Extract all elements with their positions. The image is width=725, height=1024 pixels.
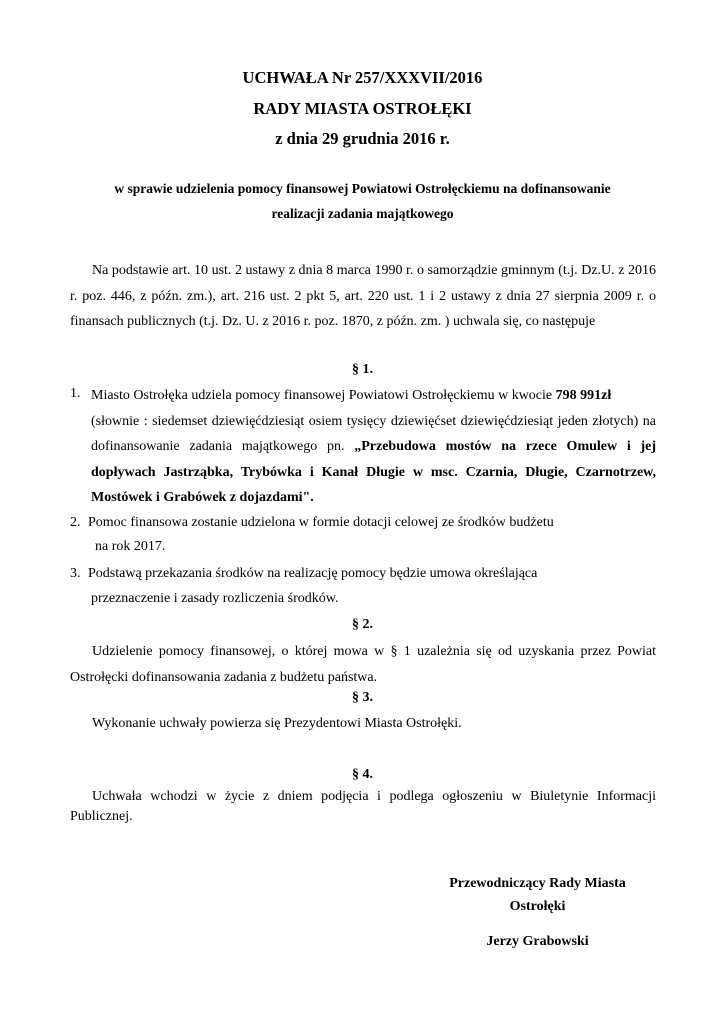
preamble <box>70 258 656 335</box>
council-name: RADY MIASTA OSTROŁĘKI <box>253 99 472 118</box>
item-1-body <box>91 383 656 511</box>
preamble-text: Na podstawie art. 10 ust. 2 ustawy z dnia 8 marca 1990 r. o samorządzie gminnym (t.j. Dz.U. z 2016 r. poz. 446, z późn. zm.), art. 216 ust. 2 pkt 5, art. 220 ust. 1 i 2 ustawy z dnia 27 sierpnia 2009 r. o finansach publicznych (t.j. Dz. U. z 2016 r. poz. 1870, z późn. zm. ) uchwala się, co następuje <box>70 263 656 329</box>
item-1-amount: 798 991zł <box>555 388 612 403</box>
resolution-date: z dnia 29 grudnia 2016 r. <box>275 129 450 148</box>
section-2-mark: § 2. <box>352 617 373 632</box>
item-2-number: 2. <box>70 515 81 530</box>
resolution-number: UCHWAŁA Nr 257/XXXVII/2016 <box>242 68 483 87</box>
signature-role-line-2: Ostrołęki <box>509 899 566 914</box>
section-3-body: Wykonanie uchwały powierza się Prezydentowi Miasta Ostrołęki. <box>92 716 462 731</box>
section-4-text <box>70 787 656 827</box>
section-3-text <box>70 711 656 737</box>
item-1-number: 1. <box>70 386 81 401</box>
item-1-text-a: Miasto Ostrołęka udziela pomocy finansowej Powiatowi Ostrołęckiemu w kwocie <box>91 388 556 403</box>
subject-line-1: w sprawie udzielenia pomocy finansowej Powiatowi Ostrołęckiemu na dofinansowanie <box>114 181 611 196</box>
section-4-body: Uchwała wchodzi w życie z dniem podjęcia i podlega ogłoszeniu w Biuletynie Informacji Publicznej. <box>70 789 656 824</box>
section-4-mark: § 4. <box>352 767 373 782</box>
item-3-number: 3. <box>70 566 81 581</box>
item-1-task-name: „Przebudowa mostów na rzece Omulew i jej dopływach Jastrząbka, Trybówka i Kanał Długie w msc. Czarnia, Długie, Czarnotrzew, Mostówek i Grabówek z dojazdami". <box>91 439 656 505</box>
item-3-line-1: Podstawą przekazania środków na realizację pomocy będzie umowa określająca <box>88 566 538 581</box>
signature-name: Jerzy Grabowski <box>486 934 589 949</box>
item-3-line-2: przeznaczenie i zasady rozliczenia środków. <box>91 591 339 606</box>
item-2-line-1: Pomoc finansowa zostanie udzielona w formie dotacji celowej ze środków budżetu <box>88 515 554 530</box>
section-2-body: Udzielenie pomocy finansowej, o której mowa w § 1 uzależnia się od uzyskania przez Powiat Ostrołęcki dofinansowania zadania z budżetu państwa. <box>70 644 656 685</box>
signature-role-line-1: Przewodniczący Rady Miasta <box>449 876 626 891</box>
section-3-mark: § 3. <box>352 690 373 705</box>
section-1-mark: § 1. <box>352 362 373 377</box>
item-2-line-2: na rok 2017. <box>95 539 166 554</box>
section-2-text <box>70 639 656 690</box>
subject-line-2: realizacji zadania majątkowego <box>271 206 454 221</box>
item-1-text-b: (słownie : siedemset dziewięćdziesiąt osiem tysięcy dziewięćset dziewięćdziesiąt jeden złotych) na dofinansowanie zadania majątkowego pn. <box>91 413 656 454</box>
